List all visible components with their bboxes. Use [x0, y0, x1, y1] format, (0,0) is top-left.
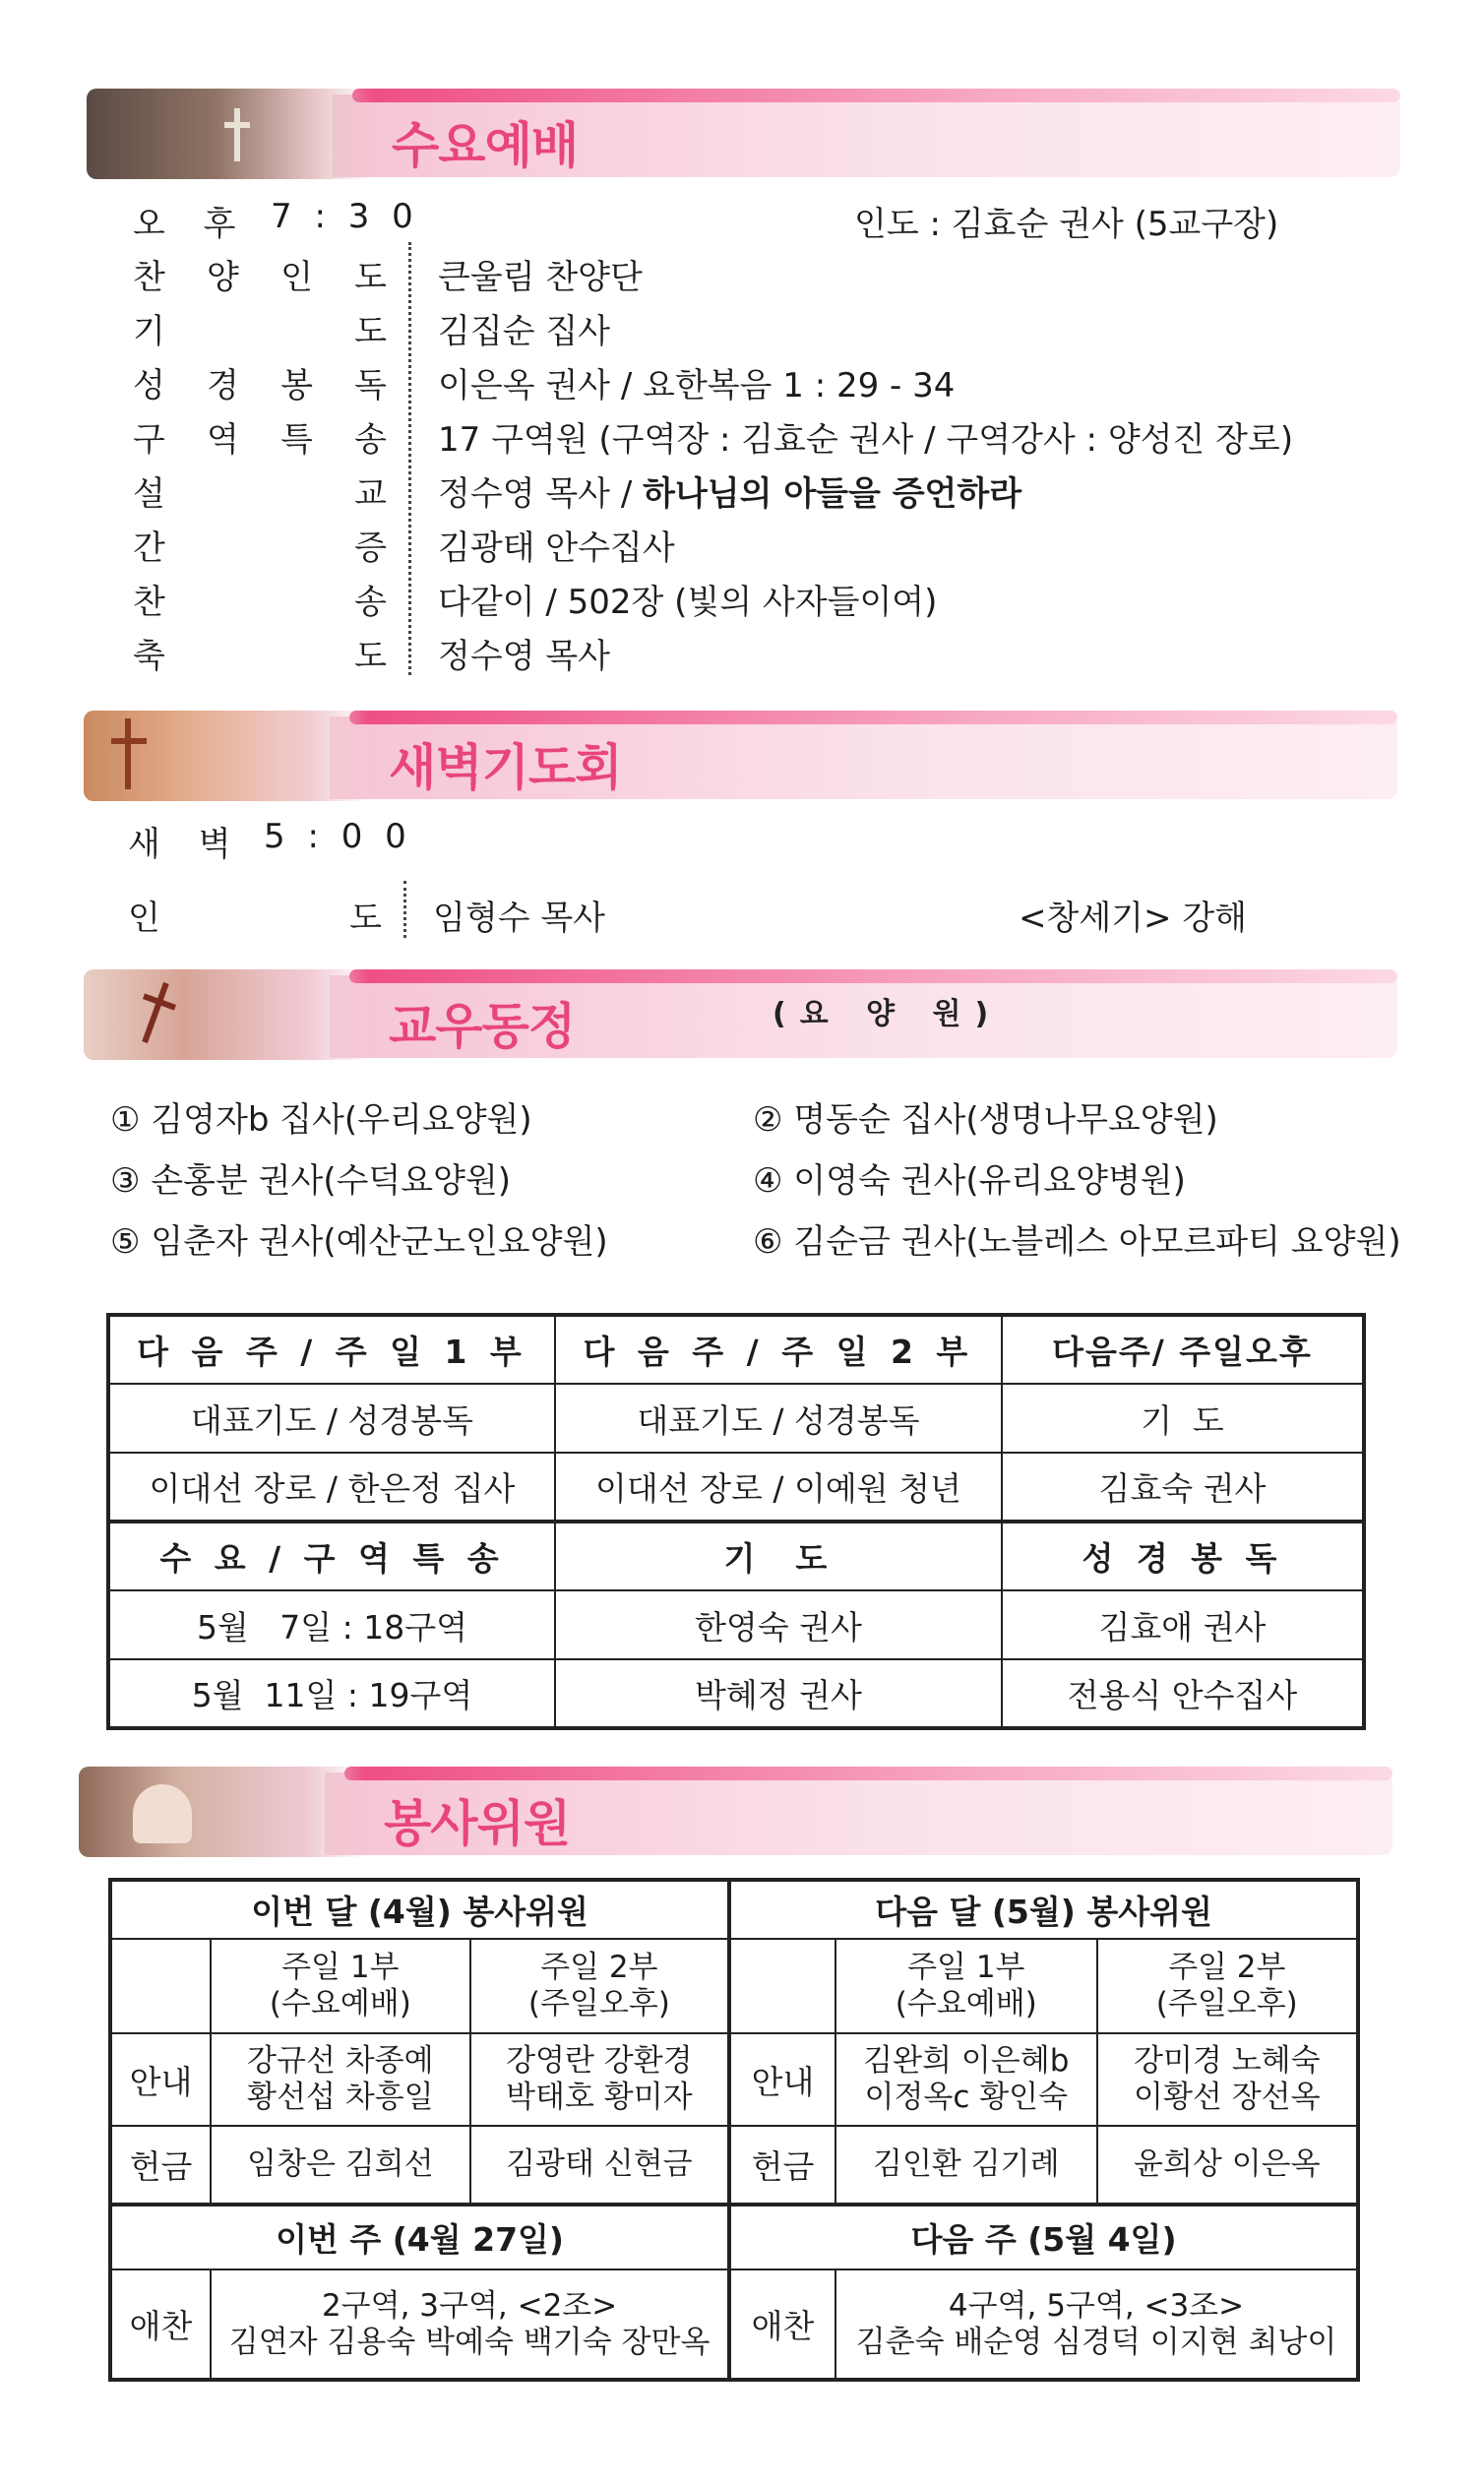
table-cell: 한영숙 권사 — [555, 1590, 1002, 1659]
order-label: 축 도 — [133, 637, 387, 676]
sermon-title: 하나님의 아들을 증언하라 — [643, 474, 1022, 514]
col-sun2: 주일 2부 (주일오후) — [470, 1939, 730, 2033]
usher-names: 강영란 강환경 박태호 황미자 — [470, 2033, 730, 2126]
section-title: 수요예배 — [392, 117, 579, 174]
member-item: ④ 이영숙 권사(유리요양병원) — [753, 1161, 1186, 1201]
cross-photo-icon — [84, 969, 369, 1060]
table-header: 다 음 주 / 주 일 2 부 — [555, 1315, 1002, 1384]
dawn-leader-label: 인 도 — [128, 899, 382, 938]
table-cell: 대표기도 / 성경봉독 — [555, 1384, 1002, 1453]
offering-label: 헌금 — [110, 2126, 211, 2205]
member-item: ⑤ 임춘자 권사(예산군노인요양원) — [110, 1222, 608, 1262]
table-cell: 5월 11일 : 19구역 — [108, 1659, 555, 1728]
table-cell: 김효숙 권사 — [1002, 1453, 1364, 1522]
order-label: 구 역 특 송 — [133, 420, 387, 460]
order-value: 김집순 집사 — [438, 312, 611, 351]
members-header — [84, 969, 1397, 1060]
this-month-title: 이번 달 (4월) 봉사위원 — [110, 1880, 729, 1939]
choir-names: 2구역, 3구역, <2조> 김연자 김용숙 박예숙 백기숙 장만옥 — [211, 2269, 729, 2380]
member-item: ⑥ 김순금 권사(노블레스 아모르파티 요양원) — [753, 1222, 1401, 1262]
choir-names: 4구역, 5구역, <3조> 김춘숙 배순영 심경덕 이지현 최낭이 — [835, 2269, 1358, 2380]
table-cell: 이대선 장로 / 이예원 청년 — [555, 1453, 1002, 1522]
order-value: 큰울림 찬양단 — [438, 258, 643, 297]
dawn-time-label: 새 벽 — [128, 825, 245, 864]
order-value: 이은옥 권사 / 요한복음 1 : 29 - 34 — [438, 366, 956, 405]
wednesday-header — [87, 89, 1400, 179]
table-cell: 기 도 — [1002, 1384, 1364, 1453]
table-cell: 5월 7일 : 18구역 — [108, 1590, 555, 1659]
section-title: 교우동정 — [389, 998, 576, 1055]
service-header — [79, 1767, 1392, 1857]
member-item: ② 명동순 집사(생명나무요양원) — [753, 1100, 1218, 1140]
usher-names: 강규선 차종예 황선섭 차흥일 — [211, 2033, 470, 2126]
order-label: 간 증 — [133, 528, 387, 568]
table-header: 다음주/ 주일오후 — [1002, 1315, 1364, 1384]
offering-names: 김인환 김기례 — [835, 2126, 1097, 2205]
table-cell: 이대선 장로 / 한은정 집사 — [108, 1453, 555, 1522]
service-time: 7 : 3 0 — [271, 197, 419, 236]
usher-label: 안내 — [729, 2033, 835, 2126]
cross-photo-icon — [84, 711, 369, 801]
offering-names: 김광태 신현금 — [470, 2126, 730, 2205]
order-label: 성 경 봉 독 — [133, 366, 387, 405]
offering-label: 헌금 — [729, 2126, 835, 2205]
offering-names: 임창은 김희선 — [211, 2126, 470, 2205]
section-title: 새벽기도회 — [389, 739, 622, 796]
table-cell: 대표기도 / 성경봉독 — [108, 1384, 555, 1453]
order-value: 다같이 / 502장 (빛의 사자들이여) — [438, 583, 938, 622]
table-cell: 김효애 권사 — [1002, 1590, 1364, 1659]
next-week-title: 다음 주 (5월 4일) — [729, 2205, 1358, 2269]
col-sun1: 주일 1부 (수요예배) — [211, 1939, 470, 2033]
usher-names: 강미경 노혜숙 이황선 장선옥 — [1097, 2033, 1358, 2126]
dawn-leader: 임형수 목사 — [433, 899, 606, 938]
dawn-time: 5 : 0 0 — [264, 817, 412, 856]
choir-label: 애찬 — [110, 2269, 211, 2380]
section-subtitle: (요 양 원) — [773, 997, 1003, 1031]
table-header: 수 요 / 구 역 특 송 — [108, 1522, 555, 1590]
service-leader: 인도 : 김효순 권사 (5교구장) — [854, 205, 1279, 244]
order-value: 17 구역원 (구역장 : 김효순 권사 / 구역강사 : 양성진 장로) — [438, 420, 1294, 460]
order-label: 찬 양 인 도 — [133, 258, 387, 297]
usher-names: 김완희 이은혜b 이정옥c 황인숙 — [835, 2033, 1097, 2126]
praying-hands-icon — [79, 1767, 364, 1857]
choir-label: 애찬 — [729, 2269, 835, 2380]
order-value: 정수영 목사 — [438, 637, 611, 676]
offering-names: 윤희상 이은옥 — [1097, 2126, 1358, 2205]
member-item: ③ 손홍분 권사(수덕요양원) — [110, 1161, 512, 1201]
order-label: 설 교 — [133, 474, 387, 514]
this-week-title: 이번 주 (4월 27일) — [110, 2205, 729, 2269]
col-sun1: 주일 1부 (수요예배) — [835, 1939, 1097, 2033]
order-value: 김광태 안수집사 — [438, 528, 675, 568]
next-month-title: 다음 달 (5월) 봉사위원 — [729, 1880, 1358, 1939]
table-cell: 전용식 안수집사 — [1002, 1659, 1364, 1728]
order-label: 기 도 — [133, 312, 387, 351]
order-label: 찬 송 — [133, 583, 387, 622]
usher-label: 안내 — [110, 2033, 211, 2126]
table-header: 기 도 — [555, 1522, 1002, 1590]
member-item: ① 김영자b 집사(우리요양원) — [110, 1100, 532, 1140]
col-sun2: 주일 2부 (주일오후) — [1097, 1939, 1358, 2033]
dawn-header — [84, 711, 1397, 801]
table-header: 다 음 주 / 주 일 1 부 — [108, 1315, 555, 1384]
time-label: 오 후 — [133, 205, 250, 244]
service-table — [108, 1878, 1360, 2382]
dawn-note: <창세기> 강해 — [1019, 899, 1248, 938]
next-week-table — [106, 1313, 1366, 1730]
cross-photo-icon — [87, 89, 372, 179]
section-title: 봉사위원 — [384, 1795, 571, 1852]
order-value: 정수영 목사 / 하나님의 아들을 증언하라 — [438, 474, 1022, 514]
table-cell: 박혜정 권사 — [555, 1659, 1002, 1728]
table-header: 성 경 봉 독 — [1002, 1522, 1364, 1590]
